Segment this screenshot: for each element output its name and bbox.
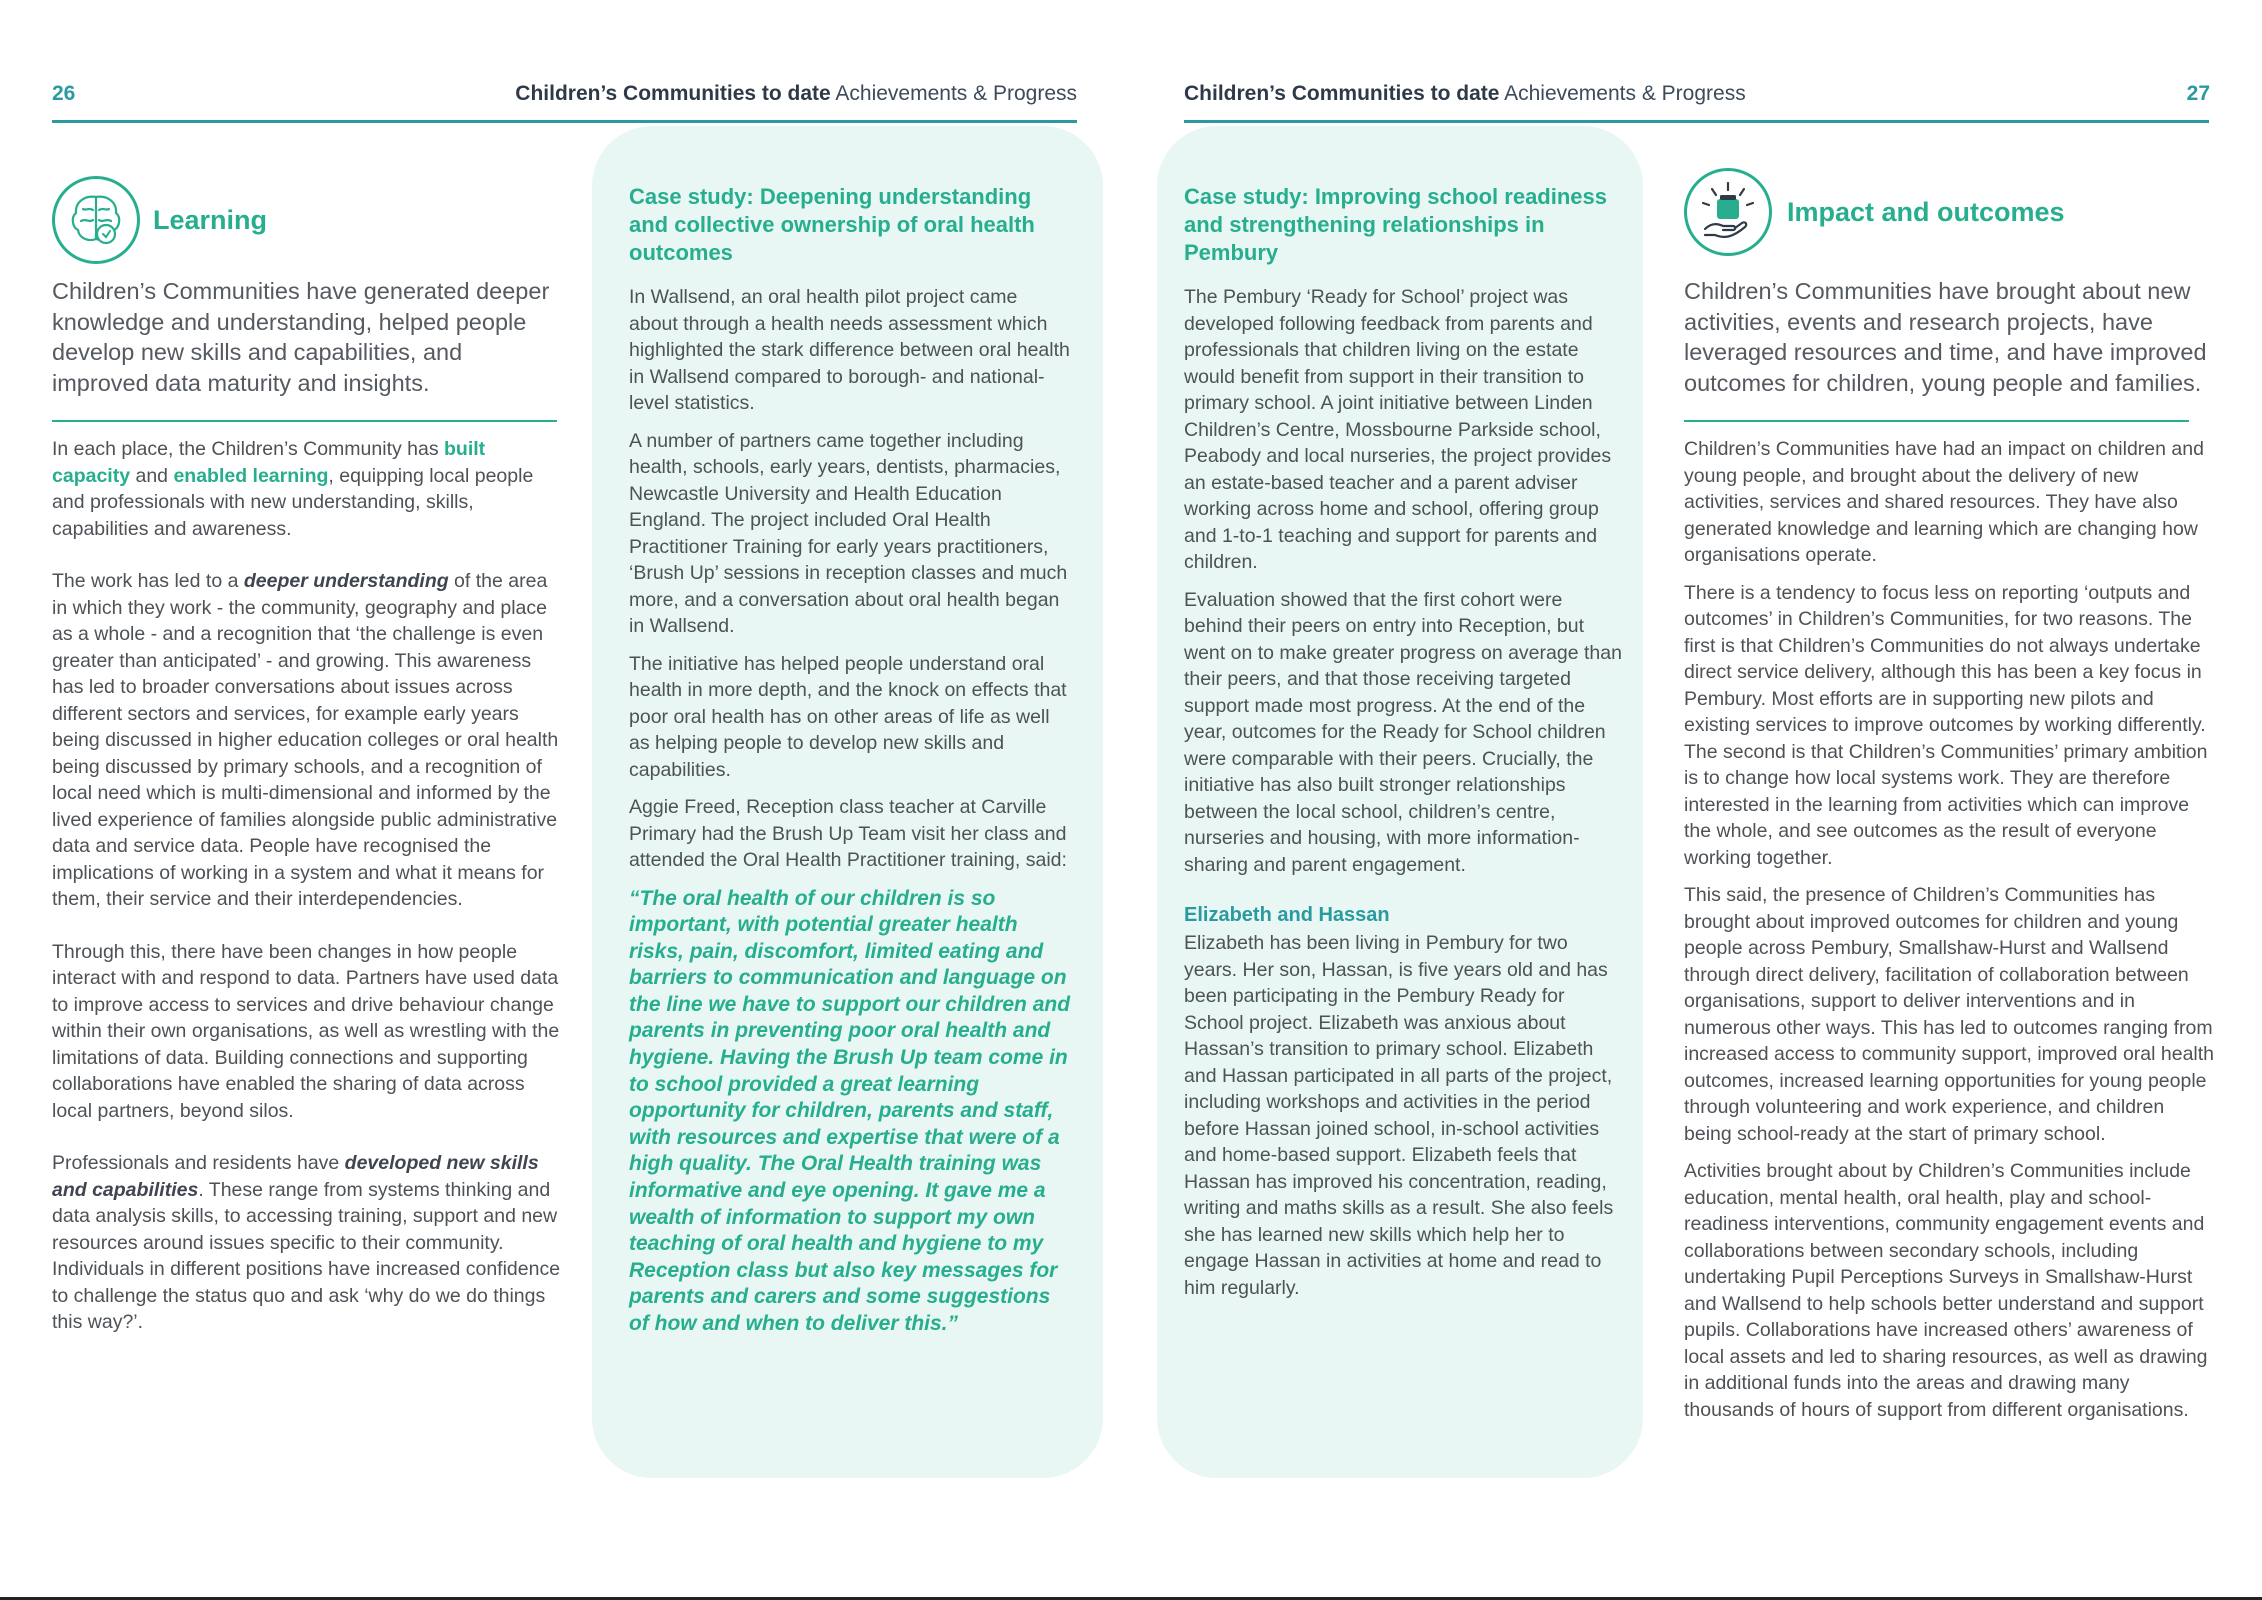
right-header-rule [1184,120,2209,123]
emphasis-deeper-understanding: deeper understanding [243,570,449,592]
case-study-oral-health [629,183,1071,1338]
learning-paragraph: Through this, there have been changes in how people interact with and respond to data. Partners have used data to improve access to services and drive behaviour change within their own organisations, as well as wrestling with the limitations of data. Building connections and supporting collaborations have enabled the sharing of data across local partners, beyond silos. [52,940,560,1122]
case-study-paragraph: The Pembury ‘Ready for School’ project was developed following feedback from parents and professionals that children living on the estate would benefit from support in their transition to primary school. A joint initiative between Linden Children’s Centre, Mossbourne Parkside school, Peabody and local nurseries, the project provides an estate-based teacher and a parent adviser working across home and school, offering group and 1-to-1 teaching and support for parents and children. [1184,286,1612,573]
learning-paragraph: Professionals and residents have developed new skills and capabilities. These range from systems thinking and data analysis skills, to accessing training, support and new resources around issues specific to their community. Individuals in different positions have increased confidence to challenge the status quo and ask ‘why do we do things this way?’. [52,1152,561,1333]
impact-lead: Children’s Communities have brought about new activities, events and research projects, have leveraged resources and time, and have improved outcomes for children, young people and families. [1684,278,2207,396]
case-study-school-readiness [1184,183,1626,1301]
case-study-body [629,284,1071,874]
impact-paragraph: There is a tendency to focus less on reporting ‘outputs and outcomes’ in Children’s Communities, for two reasons. The first is that Children’s Communities do not always undertake direct service delivery, although this has been a key focus in Pembury. Most efforts are in supporting new pilots and existing services to improve outcomes by working differently. The second is that Children’s Communities’ primary ambition is to change how local systems work. They are therefore interested in the learning from activities which can improve the whole, and see outcomes as the result of everyone working together. [1684,581,2208,869]
right-page-number: 27 [2186,82,2210,105]
impact-title: Impact and outcomes [1787,196,2065,227]
elizabeth-hassan-heading: Elizabeth and Hassan [1184,904,1390,926]
impact-paragraph: This said, the presence of Children’s Communities has brought about improved outcomes for children and young people across Pembury, Smallshaw-Hurst and Wallsend through direct delivery, facilitation of collaboration between organisations, support to deliver interventions and in numerous other ways. This has led to outcomes ranging from increased access to community support, improved oral health outcomes, increased learning opportunities for young people through volunteering and work experience, and children being school-ready at the start of primary school. [1684,884,2215,1145]
right-running-header [1184,82,1746,106]
case-study-body [1184,284,1626,878]
lightbulb-hand-icon [1684,168,1772,256]
learning-lead: Children’s Communities have generated deeper knowledge and understanding, helped people develop new skills and capabilities, and improved data maturity and insights. [52,278,550,396]
impact-paragraph: Activities brought about by Children’s Communities include education, mental health, oral health, play and school-readiness interventions, community engagement events and collaborations between secondary schools, including undertaking Pupil Perceptions Surveys in Smallshaw-Hurst and Wallsend to help schools better understand and support pupils. Collaborations have increased others’ awareness of local assets and led to sharing resources, as well as drawing in additional funds into the areas and drawing many thousands of hours of support from different organisations. [1684,1160,2208,1421]
running-header-light: Achievements & Progress [830,82,1077,105]
case-study-paragraph: Aggie Freed, Reception class teacher at Carville Primary had the Brush Up Team visit her class and attended the Oral Health Practitioner training, said: [629,796,1067,871]
emphasis-new-skills: developed new skills and capabilities [52,1152,539,1201]
impact-section [1684,166,2214,1423]
learning-title: Learning [153,204,268,235]
learning-section [52,174,562,1336]
case-study-title: Case study: Improving school readiness and strengthening relationships in Pembury [1184,184,1608,265]
case-study-paragraph: In Wallsend, an oral health pilot project came about through a health needs assessment which highlighted the stark difference between oral health in Wallsend compared to borough- and national-level statistics. [629,286,1070,414]
left-page-number: 26 [52,82,76,105]
teacher-quote: “The oral health of our children is so important, with potential greater health risks, pain, discomfort, limited eating and barriers to communication and language on the line we have to support our children and parents in preventing poor oral health and hygiene. Having the Brush Up team come in to school provided a great learning opportunity for children, parents and staff, with resources and expertise that were of a high quality. The Oral Health training was informative and eye opening. It gave me a wealth of information to support my own teaching of oral health and hygiene to my Reception class but also key messages for parents and carers and some suggestions of how and when to deliver this.” [629,886,1071,1335]
elizabeth-hassan-story: Elizabeth has been living in Pembury for two years. Her son, Hassan, is five years old and has been participating in the Pembury Ready for School project. Elizabeth was anxious about Hassan’s transition to primary school. Elizabeth and Hassan participated in all parts of the project, including workshops and activities in the period before Hassan joined school, in-school activities and home-based support. Elizabeth feels that Hassan has improved his concentration, reading, writing and maths skills as a result. She also feels she has learned new skills which help her to engage Hassan in activities at home and read to him regularly. [1184,932,1614,1299]
highlight-built-capacity: built capacity [52,438,486,487]
running-header-bold: Children’s Communities to date [1184,82,1500,105]
case-study-paragraph: The initiative has helped people understand oral health in more depth, and the knock on effects that poor oral health has on other areas of life as well as helping people to develop new skills and capabilities. [629,652,1067,781]
case-study-title: Case study: Deepening understanding and collective ownership of oral health outcomes [629,184,1035,265]
learning-body [52,436,562,1336]
learning-heading [52,174,562,266]
brain-icon [52,176,140,264]
impact-paragraph: Children’s Communities have had an impact on children and young people, and brought about the delivery of new activities, services and shared resources. They have also generated knowledge and learning which are changing how organisations operate. [1684,438,2204,566]
left-header-rule [52,120,1077,123]
case-study-paragraph: Evaluation showed that the first cohort were behind their peers on entry into Reception, but went on to make greater progress on average than their peers, and that those receiving targeted support made most progress. At the end of the year, outcomes for the Ready for School children were comparable with their peers. Crucially, the initiative has also built stronger relationships between the local school, children’s centre, nurseries and housing, with more information-sharing and parent engagement. [1184,588,1622,876]
impact-body [1684,436,2214,1423]
learning-paragraph: In each place, the Children’s Community has built capacity and enabled learning, equipping local people and professionals with new understanding, skills, capabilities and awareness. [52,438,534,540]
learning-paragraph: The work has led to a deeper understanding of the area in which they work - the community, geography and place as a whole - and a recognition that ‘the challenge is even greater than anticipated’ - and growing. This awareness has led to broader conversations about issues across different sectors and services, for example early years being discussed in higher education colleges or oral health being discussed by primary schools, and a recognition of local need which is multi-dimensional and informed by the lived experience of families alongside public administrative data and service data. People have recognised the implications of working in a system and what it means for them, their service and their interdependencies. [52,570,559,910]
running-header-light: Achievements & Progress [1499,82,1746,105]
case-study-paragraph: A number of partners came together including health, schools, early years, dentists, pharmacies, Newcastle University and Health Education England. The project included Oral Health Practitioner Training for early years practitioners, ‘Brush Up’ sessions in reception classes and much more, and a conversation about oral health began in Wallsend. [629,429,1068,637]
impact-heading [1684,166,2214,258]
running-header-bold: Children’s Communities to date [515,82,831,105]
left-running-header [515,82,1077,106]
highlight-enabled-learning: enabled learning [173,464,329,487]
impact-divider [1684,420,2189,422]
learning-divider [52,420,557,422]
